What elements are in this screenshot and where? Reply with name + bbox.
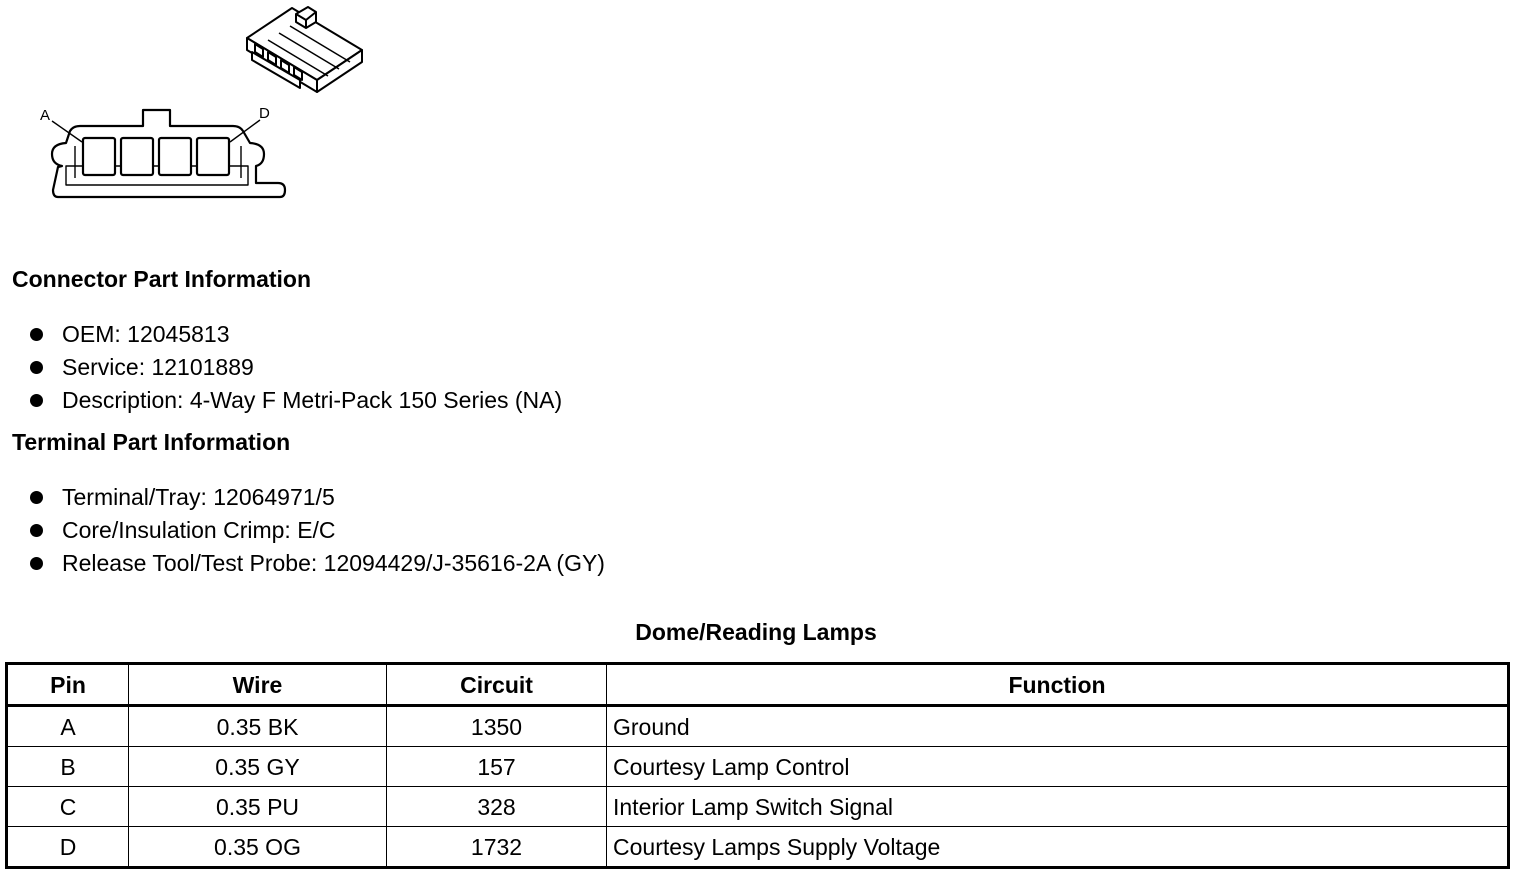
crimp-text: Core/Insulation Crimp: E/C bbox=[62, 517, 336, 543]
connector-face-view bbox=[52, 110, 285, 197]
bullet-icon bbox=[30, 524, 43, 537]
list-item bbox=[28, 384, 562, 417]
terminal-info-list bbox=[28, 481, 605, 580]
terminal-tray-text: Terminal/Tray: 12064971/5 bbox=[62, 484, 335, 510]
oem-text: OEM: 12045813 bbox=[62, 321, 230, 347]
cell-circuit: 328 bbox=[387, 787, 607, 827]
bullet-icon bbox=[30, 557, 43, 570]
cell-circuit: 157 bbox=[387, 747, 607, 787]
cell-function: Courtesy Lamps Supply Voltage bbox=[607, 827, 1509, 868]
cavity-d bbox=[197, 138, 229, 175]
bullet-icon bbox=[30, 328, 43, 341]
pin-label-a: A bbox=[40, 107, 51, 124]
cell-function: Interior Lamp Switch Signal bbox=[607, 787, 1509, 827]
header-pin: Pin bbox=[7, 664, 129, 706]
bullet-icon bbox=[30, 491, 43, 504]
leader-line-d bbox=[230, 120, 260, 142]
cell-pin: B bbox=[7, 747, 129, 787]
description-text: Description: 4-Way F Metri-Pack 150 Series (NA) bbox=[62, 387, 563, 413]
pin-table bbox=[5, 662, 1510, 869]
cell-pin: C bbox=[7, 787, 129, 827]
terminal-info-heading: Terminal Part Information bbox=[12, 429, 291, 455]
cell-function: Ground bbox=[607, 706, 1509, 747]
cavity-a bbox=[83, 138, 115, 175]
connector-isometric-sketch bbox=[247, 7, 362, 92]
table-header-row bbox=[7, 664, 1509, 706]
header-circuit: Circuit bbox=[387, 664, 607, 706]
bullet-icon bbox=[30, 394, 43, 407]
header-function: Function bbox=[607, 664, 1509, 706]
cell-circuit: 1350 bbox=[387, 706, 607, 747]
cell-wire: 0.35 BK bbox=[129, 706, 387, 747]
table-row bbox=[7, 706, 1509, 747]
connector-info-list bbox=[28, 318, 562, 417]
cavity-c bbox=[159, 138, 191, 175]
pin-label-d: D bbox=[259, 105, 270, 122]
cell-circuit: 1732 bbox=[387, 827, 607, 868]
bullet-icon bbox=[30, 361, 43, 374]
connector-info-heading: Connector Part Information bbox=[12, 266, 312, 292]
list-item bbox=[28, 318, 562, 351]
service-text: Service: 12101889 bbox=[62, 354, 254, 380]
table-row bbox=[7, 827, 1509, 868]
cavity-b bbox=[121, 138, 153, 175]
table-row bbox=[7, 787, 1509, 827]
cell-wire: 0.35 OG bbox=[129, 827, 387, 868]
header-wire: Wire bbox=[129, 664, 387, 706]
table-title: Dome/Reading Lamps bbox=[635, 619, 877, 645]
cell-pin: D bbox=[7, 827, 129, 868]
cell-pin: A bbox=[7, 706, 129, 747]
cell-wire: 0.35 PU bbox=[129, 787, 387, 827]
list-item bbox=[28, 514, 605, 547]
list-item bbox=[28, 481, 605, 514]
connector-diagram bbox=[0, 0, 400, 215]
cell-function: Courtesy Lamp Control bbox=[607, 747, 1509, 787]
release-tool-text: Release Tool/Test Probe: 12094429/J-35616-2A (GY) bbox=[62, 550, 605, 576]
cell-wire: 0.35 GY bbox=[129, 747, 387, 787]
table-row bbox=[7, 747, 1509, 787]
list-item bbox=[28, 351, 562, 384]
list-item bbox=[28, 547, 605, 580]
